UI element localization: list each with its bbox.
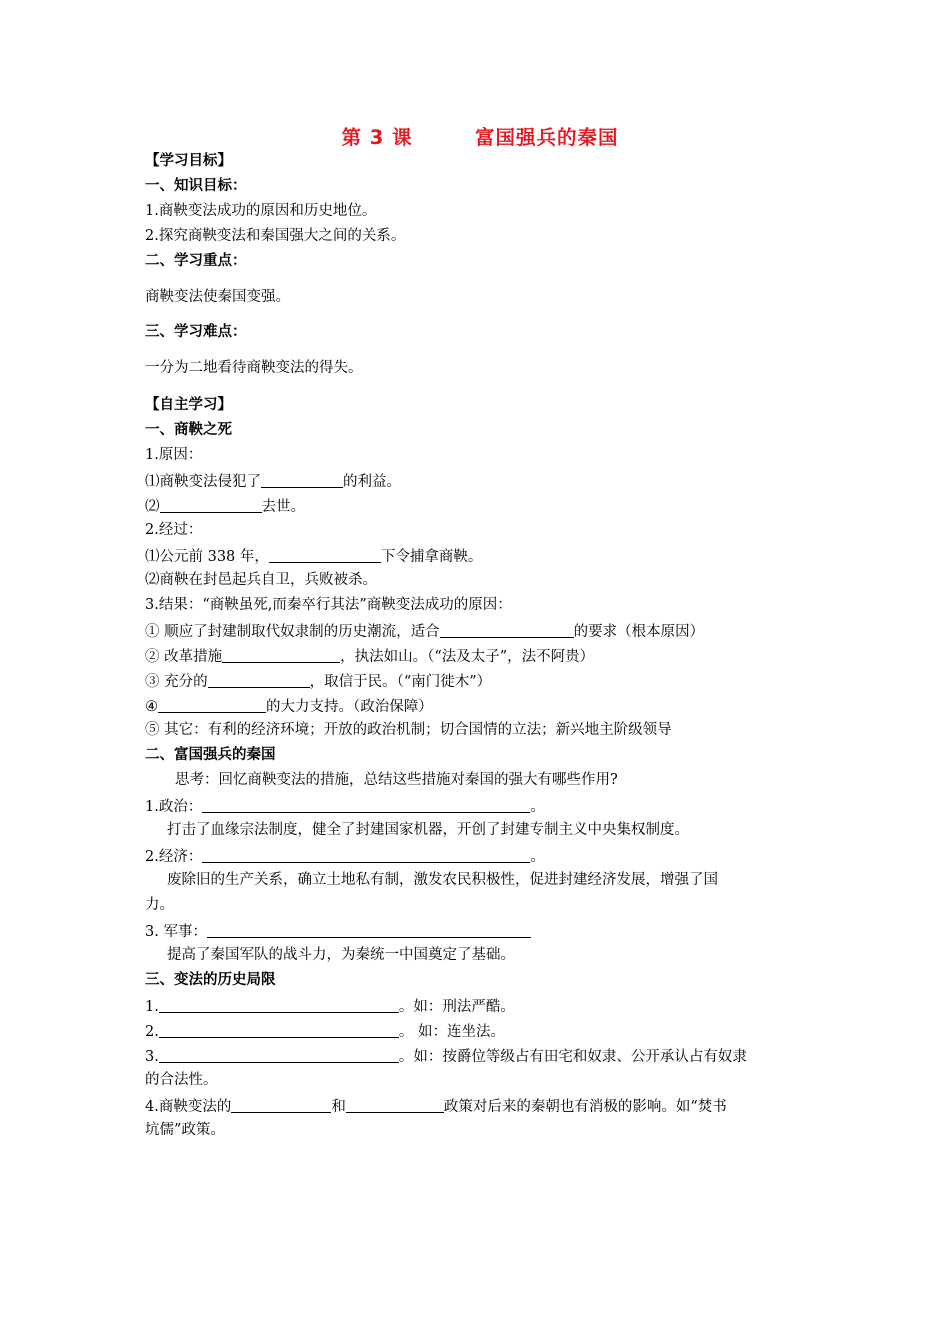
fill-blank[interactable] <box>202 797 530 813</box>
line-cause-1: ⑴商鞅变法侵犯了 的利益。 <box>145 474 401 490</box>
fill-blank[interactable] <box>159 1022 399 1038</box>
line-result: 3.结果：“商鞅虽死,而秦卒行其法”商鞅变法成功的原因： <box>145 597 512 613</box>
limitation-1: 1. 。如：刑法严酷。 <box>145 999 515 1015</box>
reason-2: ② 改革措施 ，执法如山。（“法及太子”，法不阿贵） <box>145 649 595 665</box>
line-cause-2: ⑵ 去世。 <box>145 499 305 515</box>
fill-blank[interactable] <box>159 1047 399 1063</box>
fill-blank[interactable] <box>160 497 262 513</box>
politics-answer: 打击了血缘宗法制度，健全了封建国家机器，开创了封建专制主义中央集权制度。 <box>167 822 689 838</box>
focus-text: 商鞅变法使秦国变强。 <box>145 289 290 305</box>
politics-line: 1.政治： 。 <box>145 799 545 815</box>
reason-1: ① 顺应了封建制取代奴隶制的历史潮流，适合 的要求（根本原因） <box>145 624 705 640</box>
section-1-title: 一、商鞅之死 <box>145 422 232 438</box>
knowledge-goal-title: 一、知识目标： <box>145 178 247 194</box>
fill-blank[interactable] <box>207 922 531 938</box>
fill-blank[interactable] <box>222 647 340 663</box>
limitation-2: 2. 。 如：连坐法。 <box>145 1024 505 1040</box>
fill-blank[interactable] <box>208 672 310 688</box>
limitation-4-cont: 坑儒”政策。 <box>145 1122 225 1138</box>
economy-line: 2.经济： 。 <box>145 849 545 865</box>
fill-blank[interactable] <box>269 547 381 563</box>
think-question: 思考：回忆商鞅变法的措施，总结这些措施对秦国的强大有哪些作用? <box>175 772 618 788</box>
limitation-4: 4.商鞅变法的 和 政策对后来的秦朝也有消极的影响。如“焚书 <box>145 1099 727 1115</box>
military-line: 3. 军事： <box>145 920 531 942</box>
line-cause: 1.原因： <box>145 447 203 463</box>
fill-blank[interactable] <box>261 472 343 488</box>
fill-blank[interactable] <box>202 847 530 863</box>
fill-blank[interactable] <box>346 1097 444 1113</box>
line-process-2: ⑵商鞅在封邑起兵自卫，兵败被杀。 <box>145 572 377 588</box>
reason-5: ⑤ 其它：有利的经济环境；开放的政治机制；切合国情的立法；新兴地主阶级领导 <box>145 722 672 738</box>
military-answer: 提高了秦国军队的战斗力，为秦统一中国奠定了基础。 <box>167 947 515 963</box>
economy-answer-1: 废除旧的生产关系，确立土地私有制，激发农民积极性，促进封建经济发展，增强了国 <box>167 872 718 888</box>
limitation-3-cont: 的合法性。 <box>145 1072 218 1088</box>
reason-3: ③ 充分的 ，取信于民。（“南门徙木”） <box>145 674 492 690</box>
fill-blank[interactable] <box>159 997 399 1013</box>
line-process-1: ⑴公元前 338 年， 下令捕拿商鞅。 <box>145 549 483 565</box>
goals-header: 【学习目标】 <box>145 153 232 169</box>
knowledge-goal-1: 1.商鞅变法成功的原因和历史地位。 <box>145 203 377 219</box>
difficulty-text: 一分为二地看待商鞅变法的得失。 <box>145 360 363 376</box>
fill-blank[interactable] <box>158 697 266 713</box>
knowledge-goal-2: 2.探究商鞅变法和秦国强大之间的关系。 <box>145 228 406 244</box>
limitation-3: 3. 。如：按爵位等级占有田宅和奴隶、公开承认占有奴隶 <box>145 1049 747 1065</box>
reason-4: ④ 的大力支持。（政治保障） <box>145 699 433 715</box>
section-3-title: 三、变法的历史局限 <box>145 972 276 988</box>
economy-answer-2: 力。 <box>145 897 174 913</box>
self-study-header: 【自主学习】 <box>145 397 232 413</box>
difficulty-title: 三、学习难点： <box>145 324 247 340</box>
fill-blank[interactable] <box>440 622 574 638</box>
section-2-title: 二、富国强兵的秦国 <box>145 747 276 763</box>
focus-title: 二、学习重点： <box>145 253 247 269</box>
line-process: 2.经过： <box>145 522 203 538</box>
fill-blank[interactable] <box>231 1097 331 1113</box>
page-title: 第 3 课 富国强兵的秦国 <box>341 126 619 149</box>
